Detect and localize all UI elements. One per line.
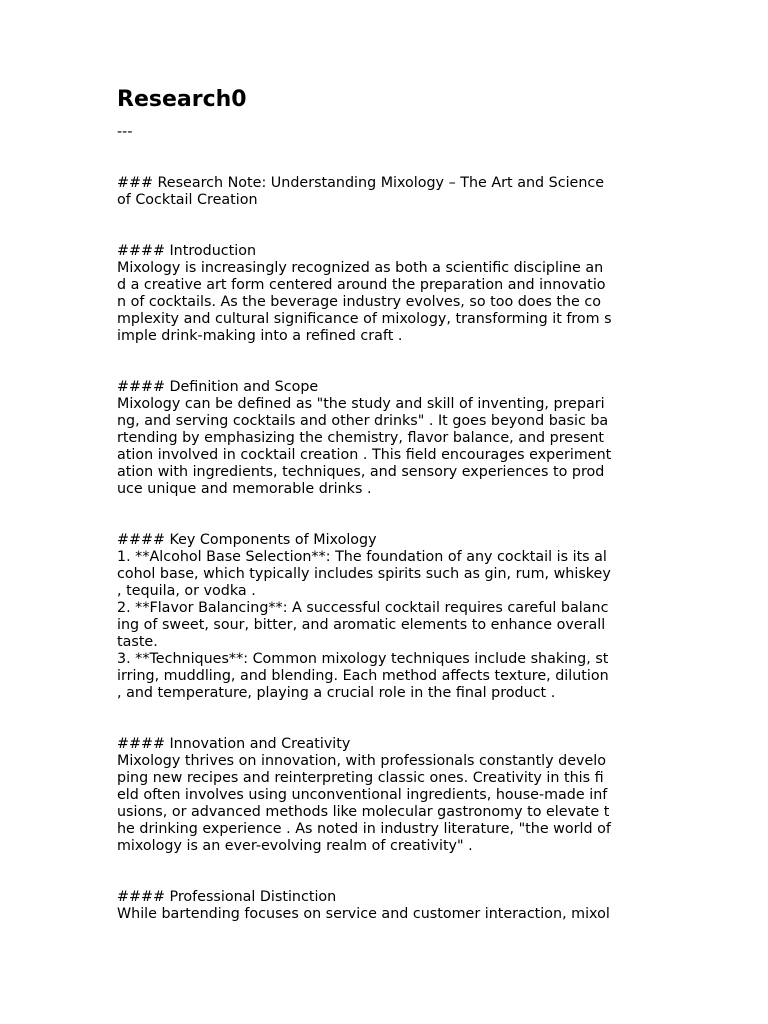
document-title: Research0 [117, 87, 247, 112]
spacer [117, 158, 657, 175]
spacer [117, 855, 657, 872]
paragraph-line: Mixology is increasingly recognized as both a scientific discipline an [117, 260, 604, 276]
spacer [117, 719, 657, 736]
paragraph-line: ation with ingredients, techniques, and sensory experiences to prod [117, 464, 605, 480]
paragraph-line: eld often involves using unconventional ingredients, house-made inf [117, 787, 608, 803]
paragraph-line: n of cocktails. As the beverage industry evolves, so too does the co [117, 294, 601, 310]
spacer [117, 226, 657, 243]
spacer [117, 209, 657, 226]
section-professional-distinction [117, 889, 657, 923]
paragraph-line: mixology is an ever-evolving realm of creativity" . [117, 838, 473, 854]
spacer [117, 872, 657, 889]
section-heading: #### Definition and Scope [117, 379, 319, 395]
section-heading: #### Introduction [117, 243, 257, 259]
section-heading: #### Innovation and Creativity [117, 736, 351, 752]
spacer [117, 702, 657, 719]
paragraph-line: usions, or advanced methods like molecular gastronomy to elevate t [117, 804, 610, 820]
paragraph-line: imple drink-making into a refined craft . [117, 328, 403, 344]
paragraph-line: Mixology thrives on innovation, with professionals constantly develo [117, 753, 607, 769]
spacer [117, 114, 657, 124]
note-heading-line: ### Research Note: Understanding Mixology – The Art and Science [117, 175, 605, 191]
paragraph-line: ng, and serving cocktails and other drinks" . It goes beyond basic ba [117, 413, 609, 429]
paragraph-line: he drinking experience . As noted in industry literature, "the world of [117, 821, 611, 837]
spacer [117, 345, 657, 362]
list-line: 3. **Techniques**: Common mixology techniques include shaking, st [117, 651, 609, 667]
section-definition-and-scope [117, 379, 657, 498]
paragraph-line: uce unique and memorable drinks . [117, 481, 372, 497]
section-heading: #### Key Components of Mixology [117, 532, 377, 548]
list-line: , and temperature, playing a crucial role in the final product . [117, 685, 556, 701]
paragraph-line: Mixology can be defined as "the study and skill of inventing, prepari [117, 396, 605, 412]
note-heading-line: of Cocktail Creation [117, 192, 258, 208]
paragraph-line: mplexity and cultural significance of mixology, transforming it from s [117, 311, 612, 327]
note-heading [117, 175, 657, 209]
spacer [117, 498, 657, 515]
list-line: 1. **Alcohol Base Selection**: The foundation of any cocktail is its al [117, 549, 607, 565]
list-line: taste. [117, 634, 158, 650]
list-line: ing of sweet, sour, bitter, and aromatic elements to enhance overall [117, 617, 606, 633]
spacer [117, 141, 657, 158]
paragraph-line: ping new recipes and reinterpreting classic ones. Creativity in this fi [117, 770, 604, 786]
list-line: irring, muddling, and blending. Each method affects texture, dilution [117, 668, 609, 684]
list-line: cohol base, which typically includes spirits such as gin, rum, whiskey [117, 566, 611, 582]
list-line: 2. **Flavor Balancing**: A successful cocktail requires careful balanc [117, 600, 609, 616]
document-page [117, 86, 657, 923]
list-line: , tequila, or vodka . [117, 583, 256, 599]
paragraph-line: rtending by emphasizing the chemistry, flavor balance, and present [117, 430, 605, 446]
section-key-components [117, 532, 657, 702]
spacer [117, 515, 657, 532]
paragraph-line: ation involved in cocktail creation . This field encourages experiment [117, 447, 612, 463]
spacer [117, 362, 657, 379]
section-heading: #### Professional Distinction [117, 889, 337, 905]
paragraph-line: While bartending focuses on service and customer interaction, mixol [117, 906, 610, 922]
separator: --- [117, 124, 133, 140]
section-introduction [117, 243, 657, 345]
paragraph-line: d a creative art form centered around the preparation and innovatio [117, 277, 606, 293]
section-innovation-and-creativity [117, 736, 657, 855]
